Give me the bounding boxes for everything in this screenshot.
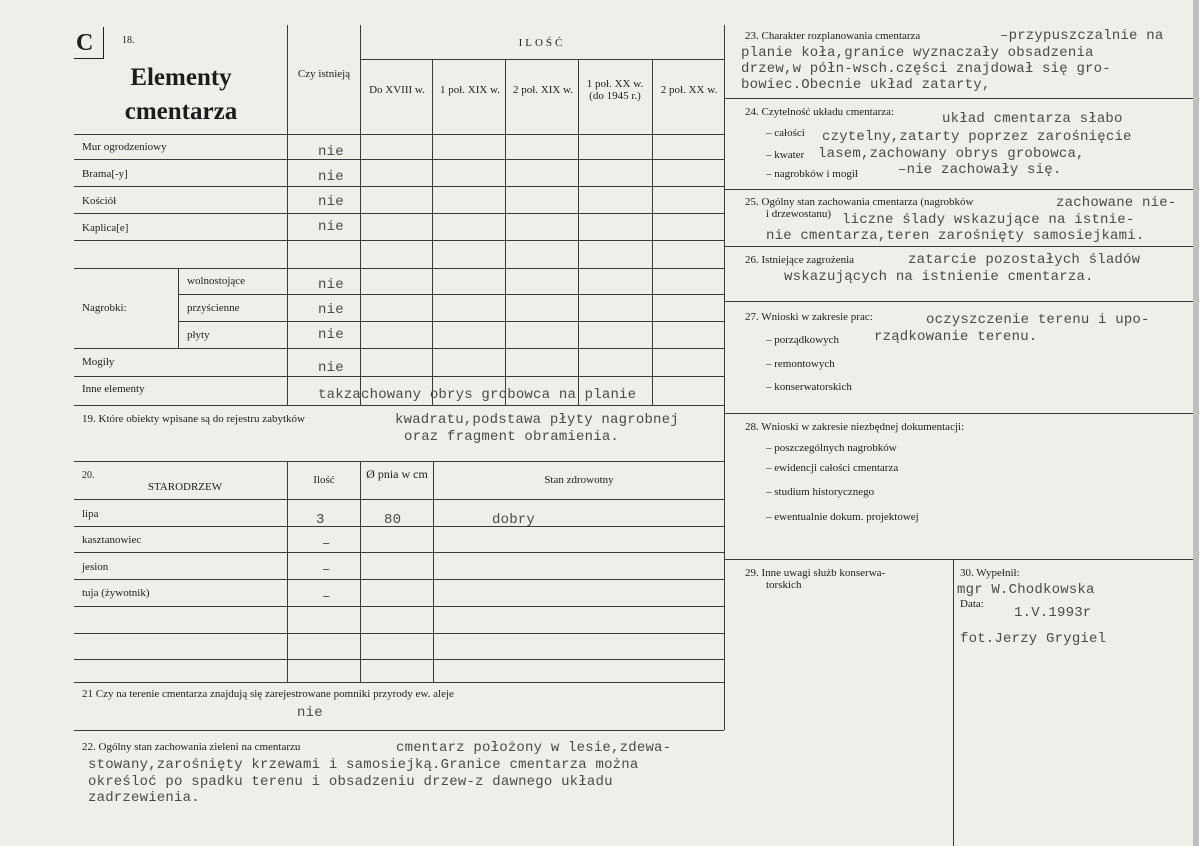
- row-label: Mur ogrodzeniowy: [82, 141, 167, 153]
- grid-line: [432, 60, 433, 405]
- row-value: nie: [318, 194, 344, 210]
- sec26-line2: wskazujących na istnienie cmentarza.: [784, 269, 1094, 285]
- tree-qty: 3: [316, 512, 325, 528]
- sec25-label: i drzewostanu): [766, 208, 832, 220]
- grid-line: [74, 633, 724, 634]
- tree-name: jesion: [82, 561, 109, 573]
- grid-line: [74, 579, 724, 580]
- grid-line: [578, 60, 579, 405]
- row-label: wolnostojące: [187, 275, 246, 287]
- sec24-label: 24. Czytelność układu cmentarza:: [745, 106, 895, 118]
- row-value: nie: [318, 302, 344, 318]
- date-label: Data:: [960, 598, 984, 610]
- section-letter-box: C: [74, 27, 104, 59]
- row-label: Brama[-y]: [82, 168, 128, 180]
- grid-line: [724, 189, 1194, 190]
- sec28-item: – ewentualnie dokum. projektowej: [766, 511, 919, 523]
- sec29-label: torskich: [766, 579, 802, 591]
- sec28-label: 28. Wnioski w zakresie niezbędnej dokumentacji:: [745, 421, 965, 433]
- row-value: nie: [318, 360, 344, 376]
- sec24-line1: układ cmentarza słabo: [942, 111, 1123, 127]
- sec22-line1: cmentarz położony w lesie,zdewa-: [396, 740, 672, 756]
- row-value: nie: [318, 144, 344, 160]
- sec24-sub: – kwater: [766, 149, 805, 161]
- tree-name: lipa: [82, 508, 99, 520]
- grid-line: [74, 268, 724, 269]
- sec23-label: 23. Charakter rozplanowania cmentarza: [745, 30, 921, 42]
- grid-line: [360, 59, 724, 60]
- grid-line: [74, 461, 724, 462]
- sec21-label: 21 Czy na terenie cmentarza znajdują się zarejestrowane pomniki przyrody ew. aleje: [82, 688, 454, 700]
- sec24-line3: lasem,zachowany obrys grobowca,: [818, 146, 1085, 162]
- sec25-line3: nie cmentarza,teren zarośnięty samosiejkami.: [766, 228, 1145, 244]
- sec30-label: 30. Wypełnił:: [960, 567, 1020, 579]
- row-value: nie: [318, 169, 344, 185]
- grid-line: [433, 461, 434, 682]
- filled-by: mgr W.Chodkowska: [957, 582, 1095, 598]
- sec28-item: – studium historycznego: [766, 486, 875, 498]
- grid-line: [74, 606, 724, 607]
- grid-line: [74, 348, 724, 349]
- header-exists: Czy istnieją: [297, 68, 351, 80]
- tree-qty: –: [322, 536, 331, 552]
- period-header: Do XVIII w.: [369, 84, 425, 96]
- sec22-line3: określoć po spadku terenu i obsadzeniu drzew-z dawnego układu: [88, 774, 613, 790]
- row-label: Kaplica[e]: [82, 222, 129, 234]
- grid-line: [74, 730, 724, 731]
- sec27-item: – konserwatorskich: [766, 381, 852, 393]
- nagrobki-label: Nagrobki:: [82, 302, 127, 314]
- header-health: Stan zdrowotny: [544, 474, 614, 486]
- sec25-line1: zachowane nie-: [1056, 195, 1177, 211]
- sec26-line1: zatarcie pozostałych śladów: [908, 252, 1141, 268]
- grid-line: [724, 413, 1194, 414]
- header-diameter: Ø pnia w cm: [366, 467, 428, 481]
- grid-line: [74, 659, 724, 660]
- sec22-line2: stowany,zarośnięty krzewami i samosiejką.Granice cmentarza można: [88, 757, 639, 773]
- sec22-label: 22. Ogólny stan zachowania zieleni na cmentarzu: [82, 741, 301, 753]
- grid-line: [74, 213, 724, 214]
- grid-line: [178, 268, 179, 348]
- sec27-line1: oczyszczenie terenu i upo-: [926, 312, 1150, 328]
- grid-line: [178, 321, 724, 322]
- row-value: takzachowany obrys grobowca na planie: [318, 387, 637, 403]
- sec23-line1: –przypuszczalnie na: [1000, 28, 1164, 44]
- sec25-line2: liczne ślady wskazujące na istnie-: [842, 212, 1135, 228]
- row-value: nie: [318, 327, 344, 343]
- section-title-line2: cmentarza: [124, 98, 238, 125]
- sec23-line4: bowiec.Obecnie układ zatarty,: [741, 77, 991, 93]
- grid-line: [74, 376, 724, 377]
- tree-qty: –: [322, 562, 331, 578]
- tree-health: dobry: [492, 512, 536, 528]
- sec28-item: – ewidencji całości cmentarza: [766, 462, 899, 474]
- sec19-label: 19. Które obiekty wpisane są do rejestru zabytków: [82, 413, 305, 425]
- sec27-label: 27. Wnioski w zakresie prac:: [745, 311, 873, 323]
- grid-line: [652, 60, 653, 405]
- grid-line: [74, 134, 724, 135]
- date-value: 1.V.1993r: [1014, 605, 1092, 621]
- tree-diameter: 80: [384, 512, 402, 528]
- sec20-number: 20.: [82, 470, 95, 481]
- grid-line: [287, 461, 288, 682]
- grid-line: [74, 240, 724, 241]
- grid-line: [74, 552, 724, 553]
- sec24-line4: –nie zachowały się.: [898, 162, 1062, 178]
- sec29-label: 29. Inne uwagi służb konserwa-: [745, 567, 886, 579]
- period-header: 1 poł. XX w. (do 1945 r.): [586, 78, 644, 102]
- grid-line: [724, 559, 1194, 560]
- sec27-item: – porządkowych: [766, 334, 840, 346]
- grid-line: [178, 294, 724, 295]
- section-title-line1: Elementy: [130, 64, 232, 91]
- section-number: 18.: [122, 35, 135, 46]
- center-divider: [724, 25, 725, 730]
- period-header: 1 poł. XIX w.: [439, 84, 501, 96]
- period-header: 2 poł. XX w.: [660, 84, 718, 96]
- sec19-line2: oraz fragment obramienia.: [404, 429, 620, 445]
- grid-line: [724, 98, 1194, 99]
- row-label: Kościół: [82, 195, 117, 207]
- sec25-label: 25. Ogólny stan zachowania cmentarza (nagrobków: [745, 196, 974, 208]
- sec28-item: – poszczególnych nagrobków: [766, 442, 897, 454]
- sec24-sub: – całości: [766, 127, 805, 139]
- sec20-title: STARODRZEW: [147, 481, 223, 493]
- sec26-label: 26. Istniejące zagrożenia: [745, 254, 855, 266]
- row-label: przyścienne: [187, 302, 240, 314]
- header-quantity: ILOŚĆ: [518, 37, 566, 49]
- row-label: Mogiły: [82, 356, 115, 368]
- grid-line: [74, 682, 724, 683]
- sec24-line2: czytelny,zatarty poprzez zarośnięcie: [822, 129, 1132, 145]
- tree-qty: –: [322, 589, 331, 605]
- sec22-line4: zadrzewienia.: [88, 790, 200, 806]
- row-value: nie: [318, 219, 344, 235]
- scan-edge: [1193, 0, 1199, 846]
- row-label: Inne elementy: [82, 383, 145, 395]
- sec23-line3: drzew,w półn-wsch.części znajdował się gro-: [741, 61, 1111, 77]
- sec23-line2: planie koła,granice wyznaczały obsadzenia: [741, 45, 1094, 61]
- grid-line: [74, 405, 724, 406]
- sec27-item: – remontowych: [766, 358, 835, 370]
- photo-credit: fot.Jerzy Grygiel: [960, 631, 1107, 647]
- row-label: płyty: [187, 329, 210, 341]
- sec19-line1: kwadratu,podstawa płyty nagrobnej: [395, 412, 679, 428]
- grid-line: [74, 159, 724, 160]
- grid-line: [360, 461, 361, 682]
- sec21-value: nie: [297, 705, 323, 721]
- grid-line: [724, 301, 1194, 302]
- grid-line: [953, 559, 954, 846]
- tree-name: kasztanowiec: [82, 534, 142, 546]
- sec24-sub: – nagrobków i mogił: [766, 168, 858, 180]
- sec27-line2: rządkowanie terenu.: [874, 329, 1038, 345]
- period-header: 2 poł. XIX w.: [512, 84, 574, 96]
- grid-line: [505, 60, 506, 405]
- row-value: nie: [318, 277, 344, 293]
- grid-line: [74, 186, 724, 187]
- header-qty: Ilość: [313, 474, 335, 486]
- tree-name: tuja (żywotnik): [82, 587, 150, 599]
- grid-line: [74, 499, 724, 500]
- grid-line: [724, 246, 1194, 247]
